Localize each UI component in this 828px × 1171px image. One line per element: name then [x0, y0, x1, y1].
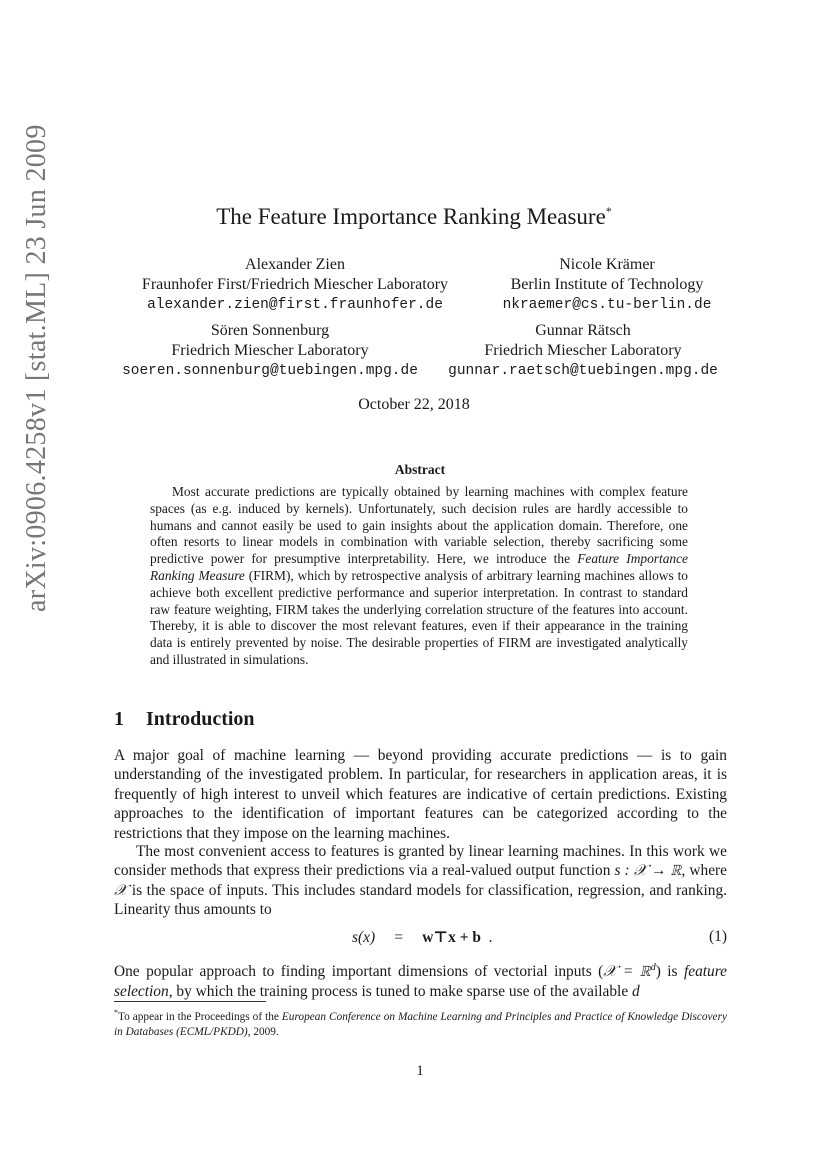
- abstract-part: (FIRM), which by retrospective analysis of arbitrary learning machines allows to achieve both excellent predictive performance and superior interpretation. In contrast to standard raw feature weighting, FIRM takes the underlying correlation structure of the features into account. Thereby, it is able to discover the most relevant features, even if their appearance in the training data is entirely prevented by noise. The desirable properties of FIRM are investigated analytically and illustrated in simulations.: [150, 567, 688, 667]
- footnote-emphasis: European Conference on Machine Learning and Principles and Practice of Knowledge Discovery in Databases (ECML/PKDD): [114, 1011, 727, 1038]
- inline-math-superscript: d: [650, 962, 656, 973]
- paragraph-text: The most convenient access to features is granted by linear learning machines. In this work we consider methods that express their predictions via a real-valued output function: [114, 843, 727, 880]
- inline-math: s : 𝒳 → ℝ: [614, 862, 682, 880]
- equation-number: (1): [709, 928, 727, 945]
- author-block-zien: [120, 255, 470, 315]
- equation-rhs: w⊤x + b: [422, 929, 481, 946]
- author-affiliation: Friedrich Miescher Laboratory: [484, 342, 682, 359]
- title-footnote-mark: *: [605, 204, 612, 218]
- page-number: 1: [416, 1063, 424, 1079]
- author-affiliation: Friedrich Miescher Laboratory: [171, 342, 369, 359]
- author-name: Alexander Zien: [245, 256, 345, 273]
- abstract-heading: Abstract: [394, 462, 446, 477]
- author-affiliation: Berlin Institute of Technology: [510, 276, 704, 293]
- equation-lhs: s(x): [352, 929, 376, 946]
- inline-math: 𝒳: [114, 881, 128, 899]
- author-name: Gunnar Rätsch: [535, 322, 631, 339]
- paragraph: [114, 842, 727, 920]
- abstract-text: [150, 484, 688, 669]
- abstract-emphasis: Feature Importance Ranking Measure: [150, 551, 688, 583]
- equation-relation: =: [394, 929, 404, 946]
- footnote: [114, 1005, 727, 1040]
- author-block-kraemer: [487, 255, 727, 315]
- footnote-rule: [114, 1001, 266, 1002]
- equation-body: [352, 928, 492, 947]
- author-affiliation: Fraunhofer First/Friedrich Miescher Laboratory: [141, 276, 449, 293]
- abstract-part: Most accurate predictions are typically obtained by learning machines with complex feature spaces (as e.g. induced by kernels). Unfortunately, such decision rules are hardly accessible to humans and cannot easily be used to gain insights about the application domain. Therefore, one often resorts to linear models in combination with variable selection, thereby sacrificing some predictive power for presumptive interpretability. Here, we introduce the: [150, 484, 688, 567]
- author-name: Sören Sonnenburg: [210, 322, 330, 339]
- paragraph-text: One popular approach to finding important dimensions of vectorial inputs (: [114, 963, 604, 981]
- paragraph-text: , by which the training process is tuned to make sparse use of the available: [168, 982, 633, 1000]
- author-name: Nicole Krämer: [559, 256, 655, 273]
- author-email: soeren.sonnenburg@tuebingen.mpg.de: [122, 363, 418, 379]
- paragraph-text: , where: [681, 862, 727, 880]
- paragraph-emphasis: feature selection: [114, 963, 727, 1000]
- footnote-text: To appear in the Proceedings of the: [118, 1011, 282, 1023]
- arxiv-stamp: arXiv:0906.4258v1 [stat.ML] 23 Jun 2009: [21, 124, 52, 612]
- paragraph: A major goal of machine learning — beyond providing accurate predictions — is to gain understanding of the investigated problem. In particular, for researchers in application areas, it is frequently of high interest to unveil which features are indicative of certain predictions. Existing approaches to the identification of important features can be categorized according to the restrictions that they impose on the learning machines.: [114, 747, 727, 842]
- author-email: alexander.zien@first.fraunhofer.de: [147, 297, 443, 313]
- inline-math: 𝒳 = ℝ: [603, 963, 651, 981]
- equation-end: .: [488, 929, 493, 946]
- paragraph-text: ) is: [655, 963, 684, 981]
- title-text: The Feature Importance Ranking Measure: [216, 204, 606, 229]
- author-email: gunnar.raetsch@tuebingen.mpg.de: [448, 363, 718, 379]
- inline-math: d: [632, 982, 640, 1000]
- author-block-sonnenburg: [112, 321, 428, 381]
- paragraph: [114, 958, 727, 1001]
- paragraph-text: is the space of inputs. This includes standard models for classification, regression, and ranking. Linearity thus amounts to: [114, 881, 727, 919]
- section-title: Introduction: [146, 708, 255, 730]
- author-block-raetsch: [440, 321, 726, 381]
- footnote-text: , 2009.: [247, 1026, 279, 1038]
- section-number: 1: [114, 708, 124, 730]
- footnote-mark: *: [114, 1008, 118, 1017]
- section-heading: [114, 708, 255, 731]
- paper-title: [0, 204, 828, 230]
- author-email: nkraemer@cs.tu-berlin.de: [502, 297, 712, 313]
- paper-date: October 22, 2018: [358, 396, 470, 413]
